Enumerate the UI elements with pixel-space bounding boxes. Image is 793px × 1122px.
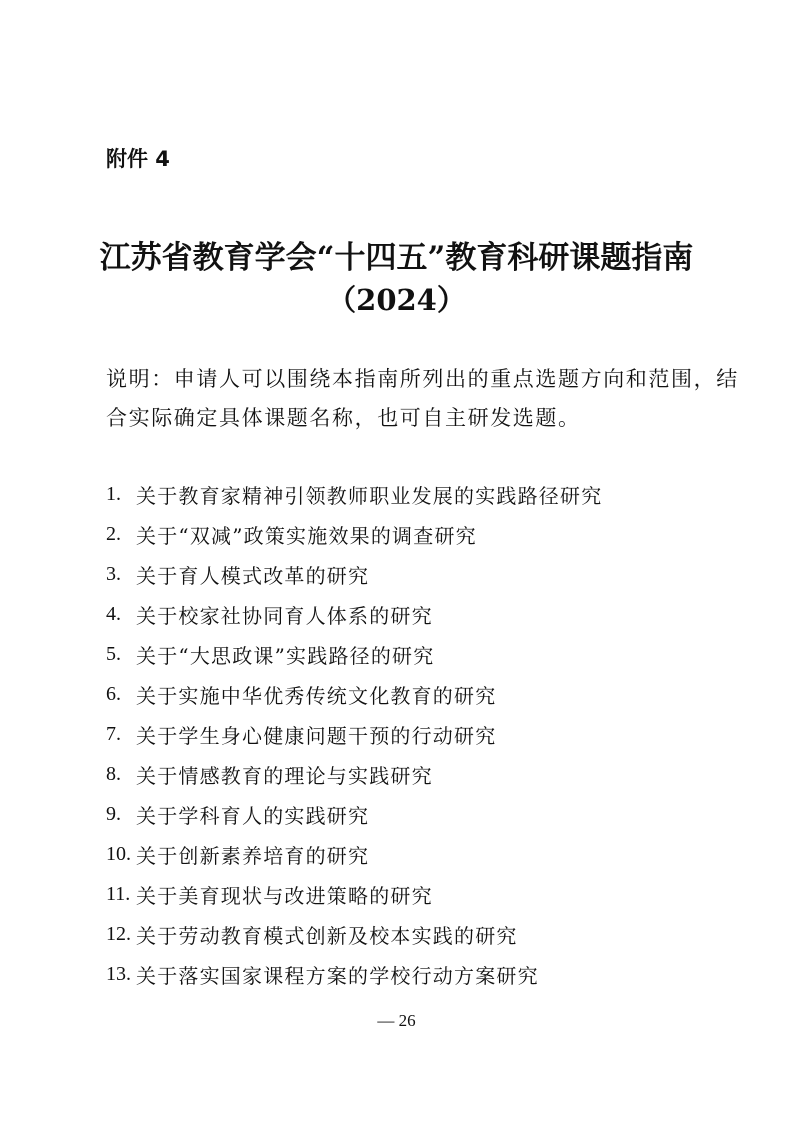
topic-text: 关于美育现状与改进策略的研究 — [136, 883, 433, 908]
attachment-label: 附件 4 — [106, 147, 170, 171]
topic-text: 关于落实国家课程方案的学校行动方案研究 — [136, 963, 539, 988]
topic-text: 关于创新素养培育的研究 — [136, 843, 370, 868]
topic-item — [106, 714, 602, 754]
topic-item — [106, 914, 602, 954]
instructions-line-2: 合实际确定具体课题名称，也可自主研发选题。 — [106, 406, 581, 430]
topic-text: 关于学生身心健康问题干预的行动研究 — [136, 723, 497, 748]
topic-text: 关于校家社协同育人体系的研究 — [136, 603, 433, 628]
topic-number: 2. — [106, 522, 121, 545]
topic-text: 关于实施中华优秀传统文化教育的研究 — [136, 683, 497, 708]
topic-number: 12. — [106, 922, 131, 945]
topic-text: 关于劳动教育模式创新及校本实践的研究 — [136, 923, 518, 948]
topic-item — [106, 514, 602, 554]
topic-item — [106, 954, 602, 994]
topic-text: 关于“大思政课”实践路径的研究 — [136, 643, 435, 668]
document-title-year: （2024） — [327, 283, 466, 317]
topic-item — [106, 474, 602, 514]
topic-number: 4. — [106, 602, 121, 625]
topic-item — [106, 754, 602, 794]
topic-list — [106, 474, 602, 994]
document-title: 江苏省教育学会“十四五”教育科研课题指南 — [99, 240, 694, 276]
topic-number: 11. — [106, 882, 131, 905]
topic-item — [106, 834, 602, 874]
instructions-note — [106, 360, 739, 438]
topic-number: 6. — [106, 682, 121, 705]
topic-number: 8. — [106, 762, 121, 785]
topic-number: 13. — [106, 962, 131, 985]
topic-text: 关于情感教育的理论与实践研究 — [136, 763, 433, 788]
topic-item — [106, 794, 602, 834]
topic-text: 关于学科育人的实践研究 — [136, 803, 370, 828]
topic-text: 关于教育家精神引领教师职业发展的实践路径研究 — [136, 483, 603, 508]
topic-item — [106, 634, 602, 674]
topic-number: 7. — [106, 722, 121, 745]
topic-item — [106, 674, 602, 714]
topic-text: 关于“双减”政策实施效果的调查研究 — [136, 523, 477, 548]
topic-text: 关于育人模式改革的研究 — [136, 563, 370, 588]
instructions-line-1: 说明：申请人可以围绕本指南所列出的重点选题方向和范围，结 — [106, 367, 739, 391]
topic-item — [106, 874, 602, 914]
page-number: — 26 — [377, 1011, 416, 1030]
topic-number: 3. — [106, 562, 121, 585]
topic-number: 5. — [106, 642, 121, 665]
topic-item — [106, 554, 602, 594]
topic-number: 10. — [106, 842, 131, 865]
topic-item — [106, 594, 602, 634]
topic-number: 9. — [106, 802, 121, 825]
topic-number: 1. — [106, 482, 121, 505]
